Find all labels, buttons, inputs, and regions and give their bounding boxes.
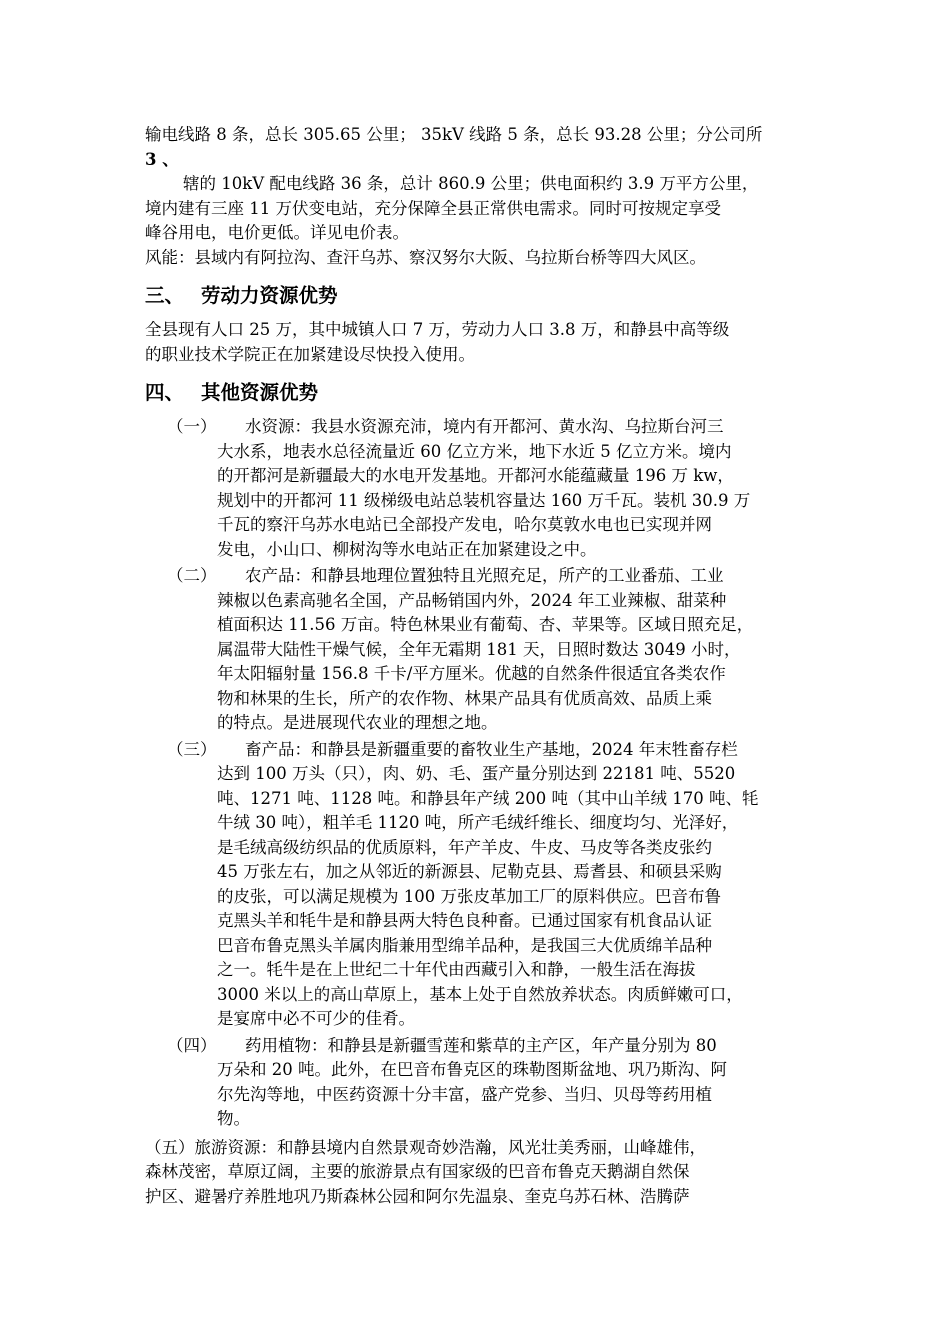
list-item-medicinal-plants	[145, 1034, 825, 1132]
list-marker: （四）	[167, 1035, 217, 1055]
item-line: 大水系，地表水总径流量近 60 亿立方米，地下水近 5 亿立方米。境内	[217, 441, 732, 461]
section-4-heading	[145, 379, 825, 407]
intro-line-6: 风能：县域内有阿拉沟、查汗乌苏、察汉努尔大阪、乌拉斯台桥等四大风区。	[145, 247, 706, 267]
item-line: 吨、1271 吨、1128 吨。和静县年产绒 200 吨（其中山羊绒 170 吨、牦	[217, 788, 759, 808]
list-marker: （三）	[167, 739, 217, 759]
item-line: 巴音布鲁克黑头羊属肉脂兼用型绵羊品种，是我国三大优质绵羊品种	[217, 935, 712, 955]
list-marker: （二）	[167, 566, 217, 585]
item-line: 是毛绒高级纺织品的优质原料，年产羊皮、牛皮、马皮等各类皮张约	[217, 837, 712, 857]
item-line: 之一。牦牛是在上世纪二十年代由西藏引入和静，一般生活在海拔	[217, 960, 696, 979]
item-line: 克黑头羊和牦牛是和静县两大特色良种畜。已通过国家有机食品认证	[217, 911, 712, 930]
item-line: 年太阳辐射量 156.8 千卡/平方厘米。优越的自然条件很适宜各类农作	[217, 664, 726, 683]
item-line: （五）旅游资源：和静县境内自然景观奇妙浩瀚，风光壮美秀丽，山峰雄伟，	[145, 1137, 706, 1157]
list-item-tourism	[145, 1136, 825, 1210]
section-3-line: 全县现有人口 25 万，其中城镇人口 7 万，劳动力人口 3.8 万，和静县中高等级	[145, 320, 730, 339]
item-line: 千瓦的察汗乌苏水电站已全部投产发电，哈尔莫敦水电也已实现并网	[217, 515, 712, 534]
item-line: 属温带大陆性干燥气候，全年无霜期 181 天，日照时数达 3049 小时，	[217, 639, 741, 659]
item-line: 发电，小山口、柳树沟等水电站正在加紧建设之中。	[217, 539, 597, 559]
item-line: 尔先沟等地，中医药资源十分丰富，盛产党参、当归、贝母等药用植	[217, 1084, 712, 1104]
list-item-agriculture	[145, 564, 825, 736]
intro-line-3: 辖的 10kV 配电线路 36 条，总计 860.9 公里；供电面积约 3.9 万平方公里，	[183, 174, 759, 193]
list-item-livestock	[145, 738, 825, 1032]
item-line: 水资源：我县水资源充沛，境内有开都河、黄水沟、乌拉斯台河三	[245, 417, 724, 436]
list-marker: （一）	[167, 417, 217, 436]
intro-line-1: 输电线路 8 条，总长 305.65 公里； 35kV 线路 5 条，总长 93.28 公里；分公司所	[145, 125, 763, 144]
item-line: 的开都河是新疆最大的水电开发基地。开都河水能蕴藏量 196 万 kw，	[217, 466, 734, 485]
item-line: 的皮张，可以满足规模为 100 万张皮革加工厂的原料供应。巴音布鲁	[217, 886, 721, 906]
section-4-title: 其他资源优势	[201, 381, 319, 404]
item-line: 辣椒以色素高驰名全国，产品畅销国内外，2024 年工业辣椒、甜菜种	[217, 590, 727, 610]
item-line: 是宴席中必不可少的佳肴。	[217, 1009, 415, 1028]
item-line: 物。	[217, 1109, 250, 1128]
item-line: 畜产品：和静县是新疆重要的畜牧业生产基地，2024 年末牲畜存栏	[245, 739, 738, 759]
section-3-number: 三、	[145, 284, 185, 307]
section-4-number: 四、	[145, 381, 185, 404]
intro-line-2: 3 、	[145, 149, 179, 169]
item-line: 物和林果的生长，所产的农作物、林果产品具有优质高效、品质上乘	[217, 688, 712, 708]
document-page	[145, 123, 825, 1209]
intro-line-4: 境内建有三座 11 万伏变电站，充分保障全县正常供电需求。同时可按规定享受	[145, 198, 721, 218]
item-line: 达到 100 万头（只），肉、奶、毛、蛋产量分别达到 22181 吨、5520	[217, 764, 736, 783]
item-line: 万朵和 20 吨。此外，在巴音布鲁克区的珠勒图斯盆地、巩乃斯沟、阿	[217, 1060, 727, 1079]
item-line: 3000 米以上的高山草原上，基本上处于自然放养状态。肉质鲜嫩可口，	[217, 984, 743, 1004]
list-item-water	[145, 415, 825, 562]
section-3-line: 的职业技术学院正在加紧建设尽快投入使用。	[145, 344, 475, 364]
item-line: 规划中的开都河 11 级梯级电站总装机容量达 160 万千瓦。装机 30.9 万	[217, 490, 751, 510]
section-3-title: 劳动力资源优势	[201, 284, 338, 307]
item-line: 农产品：和静县地理位置独特且光照充足，所产的工业番茄、工业	[245, 566, 724, 585]
item-line: 护区、避暑疗养胜地巩乃斯森林公园和阿尔先温泉、奎克乌苏石林、浩腾萨	[145, 1186, 690, 1206]
section-3-paragraph	[145, 318, 825, 367]
item-line: 牛绒 30 吨），粗羊毛 1120 吨，所产毛绒纤维长、细度均匀、光泽好，	[217, 813, 739, 832]
item-line: 的特点。是进展现代农业的理想之地。	[217, 713, 498, 732]
item-line: 45 万张左右，加之从邻近的新源县、尼勒克县、焉耆县、和硕县采购	[217, 862, 722, 881]
section-3-heading	[145, 282, 825, 310]
item-line: 森林茂密，草原辽阔，主要的旅游景点有国家级的巴音布鲁克天鹅湖自然保	[145, 1162, 690, 1181]
item-line: 药用植物：和静县是新疆雪莲和紫草的主产区，年产量分别为 80	[245, 1035, 717, 1055]
intro-line-5: 峰谷用电，电价更低。详见电价表。	[145, 223, 409, 242]
item-line: 植面积达 11.56 万亩。特色林果业有葡萄、杏、苹果等。区域日照充足，	[217, 615, 754, 634]
